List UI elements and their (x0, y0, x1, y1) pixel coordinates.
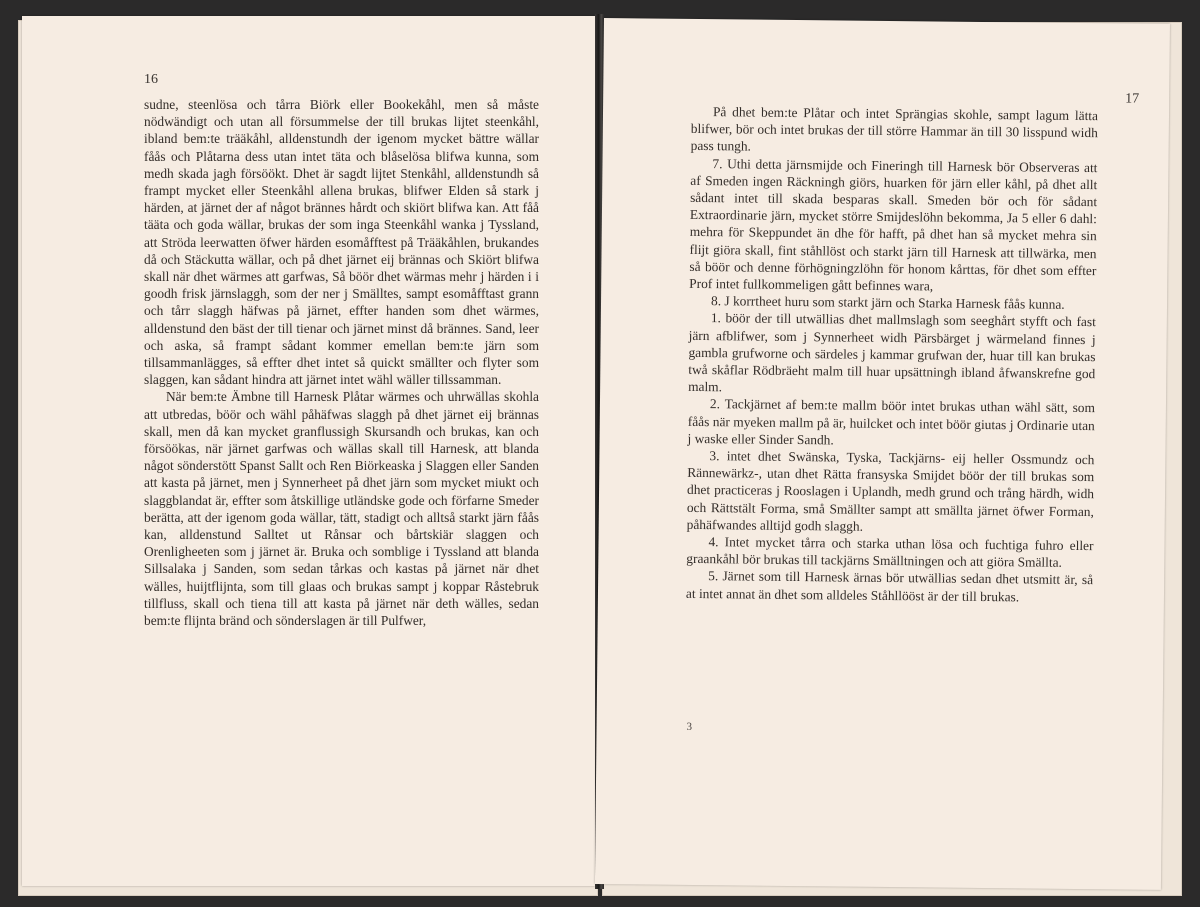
right-paragraph-8: 5. Järnet som till Harnesk ärnas bör utwällias sedan dhet utsmitt är, så at intet annat än dhet som alldeles Ståhllööst är der till brukas. (685, 568, 1094, 605)
right-paragraph-2: 7. Uthi detta järnsmijde och Fineringh till Harnesk bör Observeras att af Smeden ingen Räckningh giörs, huarken för järn eller kåhl, på dhet allt sådant intet till skada besparas skall. Smeden bör och för sådant Extraordinarie järn, mycket större Smijdeslöhn bekomma, Ja 5 eller 6 dahl: mehra för Skeppundet än dhe för hafft, på dhet han så mycket mehra sin flijt giöra skall, fint ståhllöst och starkt järn till Harnesk att tillwärka, men så böör och denne förhögningzlöhn för honom kårttas, för dhet som effter Prof intet fullkommeligen gått befinnes wara, (689, 155, 1098, 294)
page-number-left: 16 (144, 72, 158, 87)
left-page (22, 16, 595, 886)
right-paragraph-3: 8. J korrtheet huru som starkt järn och Starka Harnesk fåås kunna. (710, 293, 1065, 313)
left-paragraph-2: När bem:te Ämbne till Harnesk Plåtar wärmes och uhrwällas skohla att utbredas, böör och wähl påhäfwas slaggh på dhet järnet eij brännas skall, men då kan mycket granflussigh Skursandh och brukas, kan och försöökas, när järnet garfwas och wällas skall till Harnesk, att blanda något sönderstött Spanst Sallt och Ren Biörkeaska j Slaggen eller Sanden att kasta på järnet, men j Synnerheet på dhet järn som mycket miukt och slaggblandat är, effter som åtskillige utländske gode och förfarne Smeder berätta, att der igenom goda wällar, tätt, stadigt och alltså starkt järn fåås kan, alldenstund Salltet ut Rånsar och bårtskiär slaggen och Orenligheeten som j järnet är. Bruka och somblige i Tyssland att blanda Sillsalaka j Sanden, som sedan tårkas och kastas på järnet när dhet wälles, huijtflijnta, som till glaas och brukas sampt j koppar Råstebruk tillfluss, skall och tiena till att kasta på järnet när deth wälles, sedan bem:te flijnta bränd och sönderslagen är till Pulfwer, (144, 389, 539, 629)
left-paragraph-1: sudne, steenlösa och tårra Biörk eller Bookekåhl, men så måste nödwändigt och utan all försummelse der till brukas lijtet steenkåhl, ibland bem:te trääkåhl, alldenstundh der igenom mycket bättre wällar fåås och Plåtarna dess utan intet täta och blåselösa blifwa kunna, som medh skada jagh försöökt. Dhet är sagdt lijtet Stenkåhl, alldenstundh så frampt mycket eller Steenkåhl allena brukas, blifwer Elden så stark j härden, at järnet der af något brännes hårdt och skiört blifwa kan. Att fåå tääta och goda wällar, brukas der som inga Steenkåhl wanka j Tyssland, att Ströda leerwatten öfwer härden esomåfftest på Trääkåhlen, brukandes då och Stäckutta wällar, och på dhet järnet eij brännas och Skiört blifwa skall när dhet wärmes att garfwas, Så böör dhet wärmas mehr j härden i i goodh frisk järnslaggh, som der ner j Smälltes, sampt esomåfftast grann och tårr slaggh häfwas på järnet, effter handen som dhet wärmes, alldenstund den bäst der till tienar och järnet minst då brännes. Sand, leer och aska, så frampt sådant kommer emellan bem:te järn som tillsammanlägges, så effter dhet intet så quickt smällter och flyter som slaggen, kan sådant hindra att järnet intet wähl wäller tillssamman. (144, 97, 539, 388)
right-page-body (686, 103, 1098, 606)
right-paragraph-6: 3. intet dhet Swänska, Tyska, Tackjärns- eij heller Ossmundz och Rännewärkz-, utan dhet Rätta fransyska Smijdet böör der till brukas som dhet practiceras j Rooslagen i Uplandh, medh grund och trång härdh, widh och Rättstält Forma, små Smällter sampt att smällta järnet öfwer Forman, påhäfwandes alltijd godh slaggh. (686, 448, 1095, 534)
signature-mark: 3 (686, 720, 693, 733)
right-paragraph-4: 1. böör der till utwällias dhet mallmslagh som seeghårt styfft och fast järn afblifwer, som j Synnerheet widh Pärsbärget j wärmeland finnes j gambla grufworne och särdeles j kammar grufwan der, huar till kan brukas twå skåflar Rödbräeht malm till huar upsättningh ibland åfwanskrefne god malm. (688, 310, 1096, 395)
right-page (595, 18, 1170, 890)
page-number-right: 17 (1125, 91, 1140, 107)
right-paragraph-1: På dhet bem:te Plåtar och intet Sprängias skohle, sampt lagum lätta blifwer, bör och intet brukas der till större Hammar än till 30 lisspund widh pass tungh. (690, 104, 1099, 154)
left-page-body (144, 96, 539, 629)
right-paragraph-7: 4. Intet mycket tårra och starka uthan lösa och fuchtiga fuhro eller graankåhl bör brukas till tackjärns Smälltningen och att giöra Smällta. (686, 534, 1094, 571)
right-paragraph-5: 2. Tackjärnet af bem:te mallm böör intet brukas uthan wähl sätt, som fåås när myeken mallm på är, huilcket och intet böör giutas j Ordinarie utan j waske eller Sinder Sandh. (687, 396, 1096, 448)
